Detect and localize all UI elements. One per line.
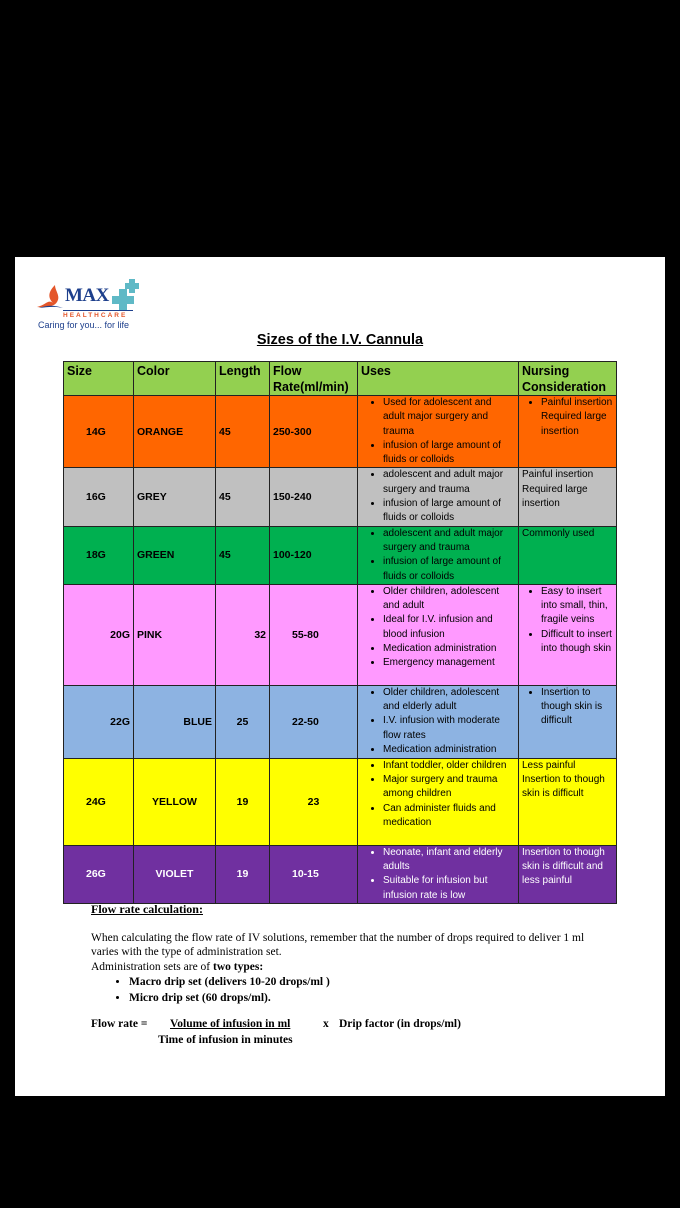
cell-size: 18G [64, 526, 134, 584]
list-item: • Difficult to insert into though skin [541, 628, 613, 657]
list-item: • adolescent and adult major surgery and trauma [383, 527, 515, 556]
table-header-row [64, 362, 617, 396]
list-item: • Neonate, infant and elderly adults [383, 846, 515, 875]
page-title: Sizes of the I.V. Cannula [256, 332, 424, 348]
list-item: • I.V. infusion with moderate flow rates [383, 714, 515, 743]
cannula-sizes-table [63, 361, 617, 904]
formula-numerator: Volume of infusion in ml [170, 1018, 291, 1030]
header-nursing-consideration: Nursing Consideration [519, 362, 617, 396]
cell-flow-rate: 23 [270, 758, 358, 845]
formula-denominator: Time of infusion in minutes [158, 1034, 293, 1046]
cell-size: 16G [64, 468, 134, 526]
cell-size: 24G [64, 758, 134, 845]
list-item: • Infant toddler, older children [383, 759, 515, 773]
cell-length: 19 [216, 758, 270, 845]
list-item: • infusion of large amount of fluids or colloids [383, 555, 515, 584]
table-row [64, 685, 617, 758]
cell-flow-rate: 55-80 [270, 584, 358, 685]
list-item: • Easy to insert into small, thin, fragile veins [541, 585, 613, 628]
formula-factor: Drip factor (in drops/ml) [339, 1018, 461, 1030]
list-item: • Medication administration [383, 642, 515, 656]
cell-flow-rate: 22-50 [270, 685, 358, 758]
cell-flow-rate: 250-300 [270, 396, 358, 468]
formula-label: Flow rate = [91, 1018, 148, 1030]
cell-color: PINK [134, 584, 216, 685]
list-item: • Micro drip set (60 drops/ml). [129, 990, 611, 1006]
logo-tagline: Caring for you... for life [38, 320, 130, 330]
header-color: Color [134, 362, 216, 396]
list-item: • Older children, adolescent and elderly adult [383, 686, 515, 715]
cell-length: 32 [216, 584, 270, 685]
cell-color: VIOLET [134, 845, 216, 903]
cell-length: 19 [216, 845, 270, 903]
calc-heading: Flow rate calculation: [91, 902, 203, 916]
list-item: • adolescent and adult major surgery and trauma [383, 468, 515, 497]
cell-uses [358, 468, 519, 526]
cell-color: ORANGE [134, 396, 216, 468]
cell-uses [358, 685, 519, 758]
cell-color: YELLOW [134, 758, 216, 845]
logo-brand: MAX [65, 285, 109, 306]
logo-subtitle: HEALTHCARE [63, 310, 133, 319]
list-item: • Macro drip set (delivers 10-20 drops/ml ) [129, 974, 611, 990]
cell-flow-rate: 150-240 [270, 468, 358, 526]
cell-size: 20G [64, 584, 134, 685]
cell-length: 45 [216, 396, 270, 468]
cell-nursing [519, 584, 617, 685]
list-item: • Medication administration [383, 743, 515, 757]
calc-sets-intro: Administration sets are of two types: [91, 960, 264, 973]
list-item: • infusion of large amount of fluids or colloids [383, 439, 515, 468]
cell-length: 45 [216, 468, 270, 526]
drip-set-list [91, 974, 611, 1006]
cell-nursing [519, 396, 617, 468]
cell-color: BLUE [134, 685, 216, 758]
cell-size: 22G [64, 685, 134, 758]
cell-uses [358, 758, 519, 845]
table-row [64, 526, 617, 584]
cell-nursing: Insertion to though skin is difficult and less painful [519, 845, 617, 903]
cell-uses [358, 845, 519, 903]
formula-times: x [323, 1018, 329, 1030]
cell-size: 26G [64, 845, 134, 903]
calc-paragraph: When calculating the flow rate of IV solutions, remember that the number of drops required to deliver 1 ml varies with the type of administration set. [91, 931, 585, 958]
cell-nursing [519, 685, 617, 758]
header-flow-rate: Flow Rate(ml/min) [270, 362, 358, 396]
list-item: • infusion of large amount of fluids or colloids [383, 497, 515, 526]
cell-color: GREEN [134, 526, 216, 584]
cell-length: 25 [216, 685, 270, 758]
cell-flow-rate: 100-120 [270, 526, 358, 584]
list-item: • Major surgery and trauma among children [383, 773, 515, 802]
cell-uses [358, 526, 519, 584]
flow-rate-calculation [91, 902, 611, 1052]
header-size: Size [64, 362, 134, 396]
header-length: Length [216, 362, 270, 396]
table-row [64, 758, 617, 845]
table-row [64, 584, 617, 685]
list-item: • Emergency management [383, 656, 515, 670]
list-item: • Older children, adolescent and adult [383, 585, 515, 614]
header-uses: Uses [358, 362, 519, 396]
cell-color: GREY [134, 468, 216, 526]
cell-uses [358, 396, 519, 468]
list-item: • Suitable for infusion but infusion rate is low [383, 874, 515, 903]
cell-nursing: Painful insertion Required large insertion [519, 468, 617, 526]
cell-flow-rate: 10-15 [270, 845, 358, 903]
cell-size: 14G [64, 396, 134, 468]
cell-uses [358, 584, 519, 685]
list-item: • Used for adolescent and adult major surgery and trauma [383, 396, 515, 439]
cell-nursing: Less painful Insertion to though skin is difficult [519, 758, 617, 845]
list-item: • Insertion to though skin is difficult [541, 686, 613, 729]
document-page [15, 257, 665, 1096]
table-row [64, 396, 617, 468]
table-row [64, 845, 617, 903]
list-item: • Ideal for I.V. infusion and blood infusion [383, 613, 515, 642]
list-item: • Can administer fluids and medication [383, 802, 515, 831]
table-row [64, 468, 617, 526]
flow-rate-formula [91, 1018, 611, 1052]
max-healthcare-logo [35, 275, 165, 335]
cell-length: 45 [216, 526, 270, 584]
list-item: • Painful insertion Required large insertion [541, 396, 613, 439]
cell-nursing: Commonly used [519, 526, 617, 584]
